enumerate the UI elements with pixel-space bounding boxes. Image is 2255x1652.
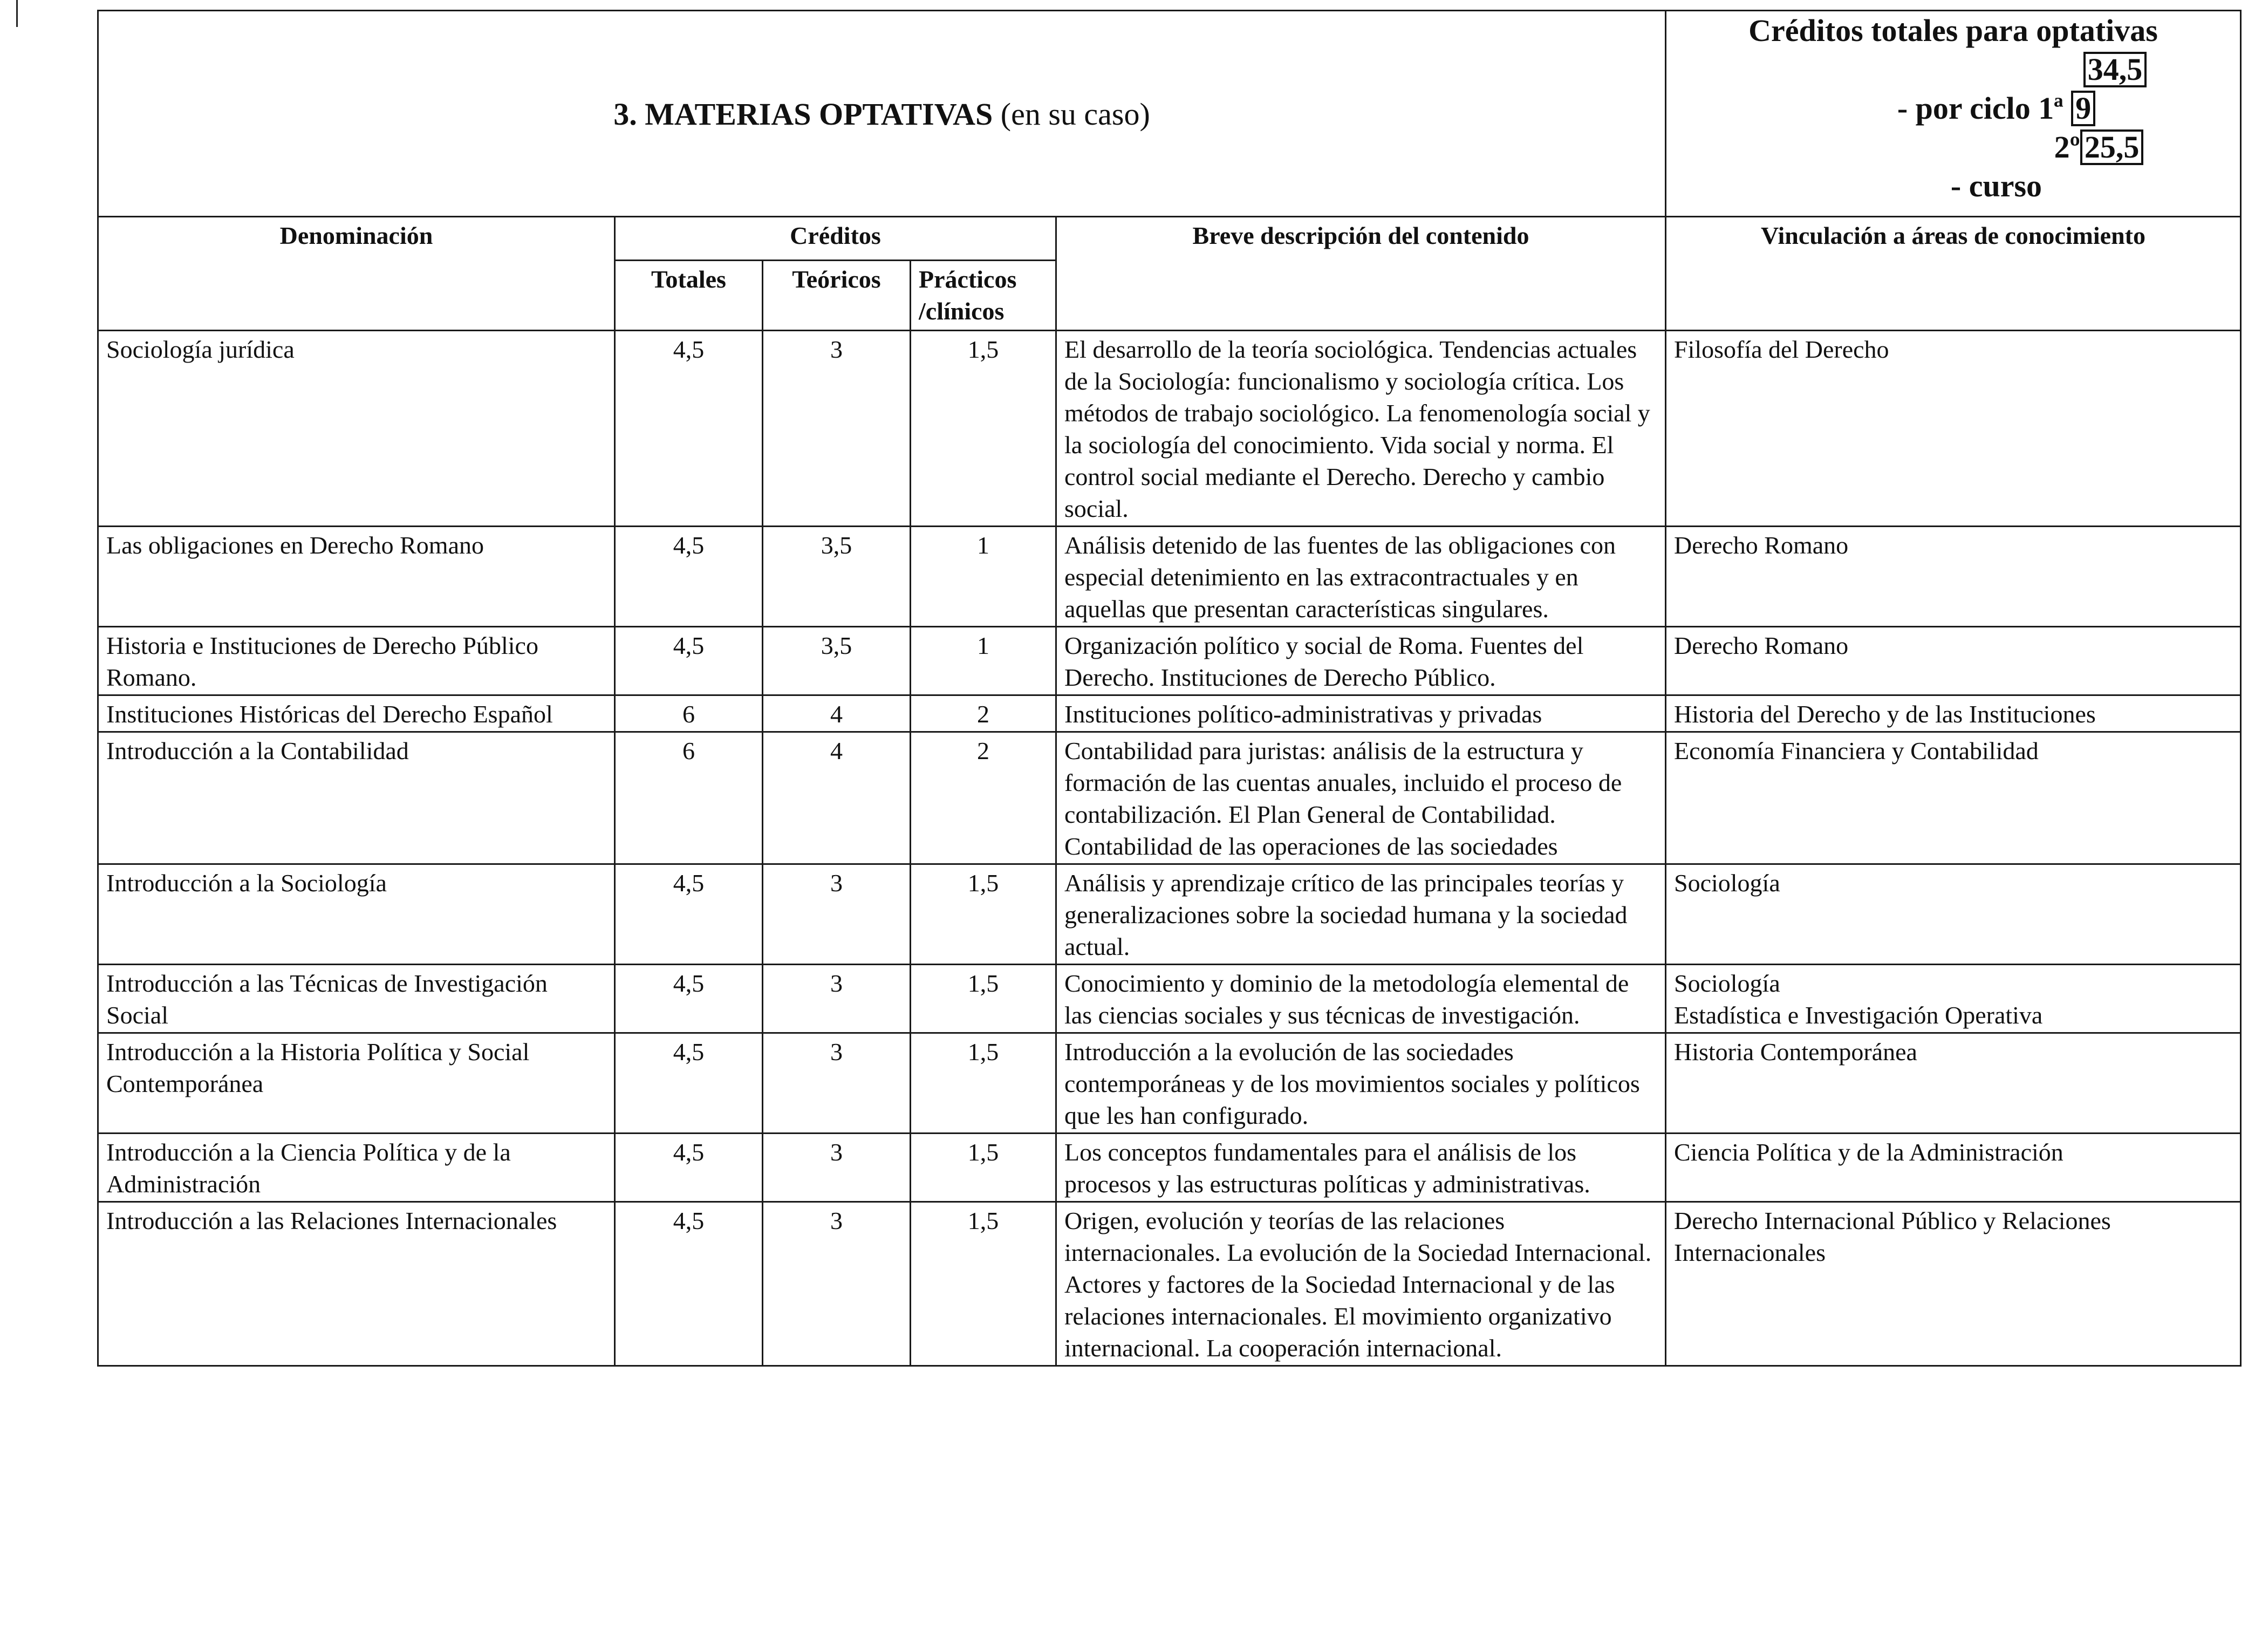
subject-name-text: Las obligaciones en Derecho Romano [106, 531, 484, 559]
credits-practicos-text: 1 [977, 531, 989, 559]
ciclo2-label: 2º [2054, 129, 2080, 165]
credits-teoricos [763, 1033, 911, 1134]
content-description [1056, 864, 1666, 965]
credits-practicos [911, 695, 1056, 732]
content-description [1056, 732, 1666, 864]
col-totales: Totales [615, 261, 763, 331]
content-description-text: Instituciones político-administrativas y privadas [1064, 700, 1542, 728]
knowledge-area-text: Ciencia Política y de la Administración [1674, 1138, 2063, 1166]
col-denominacion: Denominación [98, 217, 615, 331]
credits-totals-box [1666, 11, 2241, 217]
ciclo-label: - por ciclo [1897, 91, 2031, 126]
credits-totales-text: 4,5 [673, 970, 705, 997]
subject-name [98, 1033, 615, 1134]
credits-totales [615, 627, 763, 695]
credits-teoricos-text: 4 [830, 700, 843, 728]
credits-practicos [911, 965, 1056, 1033]
knowledge-area [1666, 864, 2241, 965]
table-row [98, 732, 2241, 864]
credits-totales [615, 965, 763, 1033]
credits-totales-text: 4,5 [673, 336, 705, 363]
col-practicos: Prácticos /clínicos [911, 261, 1056, 331]
knowledge-area-secondary-text: Estadística e Investigación Operativa [1674, 1001, 2043, 1029]
credits-totales [615, 331, 763, 527]
subject-name [98, 527, 615, 627]
subject-name [98, 732, 615, 864]
subject-name [98, 1202, 615, 1366]
content-description-text: Análisis detenido de las fuentes de las obligaciones con especial detenimiento en las extracontractuales y en aquellas que presentan características singulares. [1064, 531, 1616, 623]
knowledge-area-text: Derecho Romano [1674, 531, 1849, 559]
content-description-text: Introducción a la evolución de las sociedades contemporáneas y de los movimientos sociales y políticos que les han configurado. [1064, 1038, 1640, 1129]
credits-teoricos-text: 3,5 [821, 531, 852, 559]
credits-teoricos-text: 4 [830, 737, 843, 764]
credits-totales [615, 864, 763, 965]
credits-teoricos [763, 527, 911, 627]
subject-name [98, 331, 615, 527]
credits-totales [615, 1033, 763, 1134]
credits-teoricos-text: 3 [830, 869, 843, 897]
knowledge-area [1666, 1202, 2241, 1366]
credits-totales [615, 732, 763, 864]
credits-teoricos-text: 3 [830, 336, 843, 363]
content-description [1056, 695, 1666, 732]
table-row [98, 1033, 2241, 1134]
credits-totales [615, 527, 763, 627]
table-row [98, 527, 2241, 627]
credits-totales-text: 4,5 [673, 869, 705, 897]
credits-totales-text: 4,5 [673, 1038, 705, 1066]
credits-totales [615, 1134, 763, 1202]
section-title-paren: (en su caso) [1000, 97, 1150, 132]
credits-totales-text: 6 [682, 737, 695, 764]
credits-totales-text: 4,5 [673, 632, 705, 659]
table-body [98, 331, 2241, 1366]
table-row [98, 331, 2241, 527]
content-description [1056, 627, 1666, 695]
knowledge-area-text: Derecho Internacional Público y Relaciones Internacionales [1674, 1207, 2111, 1266]
credits-totales-text: 4,5 [673, 1207, 705, 1234]
content-description-text: Contabilidad para juristas: análisis de la estructura y formación de las cuentas anuales, incluido el proceso de contabilización. El Plan General de Contabilidad. Contabilidad de las operaciones de las sociedades [1064, 737, 1622, 860]
table-row [98, 1134, 2241, 1202]
credits-practicos [911, 1134, 1056, 1202]
ciclo1-value: 9 [2071, 91, 2095, 126]
credits-teoricos [763, 1202, 911, 1366]
subject-name [98, 1134, 615, 1202]
content-description-text: Conocimiento y dominio de la metodología elemental de las ciencias sociales y sus técnicas de investigación. [1064, 970, 1629, 1029]
credits-totales-text: 4,5 [673, 1138, 705, 1166]
content-description [1056, 1202, 1666, 1366]
table-row [98, 1202, 2241, 1366]
credits-practicos [911, 732, 1056, 864]
subject-name [98, 695, 615, 732]
knowledge-area [1666, 331, 2241, 527]
subject-name-text: Introducción a la Contabilidad [106, 737, 409, 764]
content-description [1056, 965, 1666, 1033]
col-teoricos: Teóricos [763, 261, 911, 331]
title-row [98, 11, 2241, 217]
knowledge-area [1666, 1033, 2241, 1134]
subject-name [98, 864, 615, 965]
ciclo2-value: 25,5 [2080, 129, 2144, 165]
content-description [1056, 1134, 1666, 1202]
credits-practicos-text: 2 [977, 700, 989, 728]
credits-teoricos [763, 864, 911, 965]
knowledge-area [1666, 965, 2241, 1033]
credits-practicos [911, 331, 1056, 527]
section-title [98, 11, 1666, 217]
subject-name-text: Historia e Instituciones de Derecho Público Romano. [106, 632, 538, 691]
credits-practicos [911, 1202, 1056, 1366]
content-description-text: Los conceptos fundamentales para el análisis de los procesos y las estructuras políticas y administrativas. [1064, 1138, 1590, 1198]
subject-name-text: Instituciones Históricas del Derecho Español [106, 700, 553, 728]
knowledge-area-text: Filosofía del Derecho [1674, 336, 1889, 363]
credits-totals-value: 34,5 [2083, 52, 2147, 87]
credits-teoricos [763, 627, 911, 695]
col-creditos: Créditos [615, 217, 1056, 261]
optativas-table [97, 10, 2242, 1367]
knowledge-area [1666, 695, 2241, 732]
knowledge-area-text: Derecho Romano [1674, 632, 1849, 659]
subject-name-text: Introducción a las Técnicas de Investigación Social [106, 970, 548, 1029]
col-vinculacion: Vinculación a áreas de conocimiento [1666, 217, 2241, 331]
credits-teoricos-text: 3 [830, 970, 843, 997]
table-row [98, 864, 2241, 965]
content-description-text: Análisis y aprendizaje crítico de las principales teorías y generalizaciones sobre la sociedad humana y la sociedad actual. [1064, 869, 1628, 960]
ciclo1-label: 1ª [2038, 91, 2063, 126]
credits-teoricos [763, 732, 911, 864]
knowledge-area [1666, 732, 2241, 864]
knowledge-area-text: Sociología [1674, 970, 1780, 997]
table-row [98, 695, 2241, 732]
knowledge-area-text: Economía Financiera y Contabilidad [1674, 737, 2039, 764]
table-row [98, 627, 2241, 695]
credits-practicos [911, 864, 1056, 965]
subject-name-text: Introducción a la Sociología [106, 869, 387, 897]
credits-practicos-text: 2 [977, 737, 989, 764]
section-title-main: 3. MATERIAS OPTATIVAS [613, 97, 993, 132]
subject-name [98, 627, 615, 695]
credits-totales-text: 4,5 [673, 531, 705, 559]
column-header-row [98, 217, 2241, 261]
credits-practicos [911, 527, 1056, 627]
credits-teoricos-text: 3,5 [821, 632, 852, 659]
subject-name-text: Introducción a la Historia Política y Social Contemporánea [106, 1038, 530, 1097]
credits-practicos-text: 1,5 [967, 970, 999, 997]
content-description [1056, 331, 1666, 527]
content-description-text: El desarrollo de la teoría sociológica. Tendencias actuales de la Sociología: funcionalismo y sociología crítica. Los métodos de trabajo sociológico. La fenomenología social y la sociología del conocimiento. Vida social y norma. El control social mediante el Derecho. Derecho y cambio social. [1064, 336, 1650, 522]
credits-practicos-text: 1,5 [967, 1138, 999, 1166]
knowledge-area-text: Sociología [1674, 869, 1780, 897]
subject-name [98, 965, 615, 1033]
col-descripcion: Breve descripción del contenido [1056, 217, 1666, 331]
content-description-text: Organización político y social de Roma. Fuentes del Derecho. Instituciones de Derecho Público. [1064, 632, 1584, 691]
credits-totales [615, 1202, 763, 1366]
credits-teoricos-text: 3 [830, 1038, 843, 1066]
content-description [1056, 1033, 1666, 1134]
curso-label: - curso [1950, 168, 2042, 203]
subject-name-text: Introducción a la Ciencia Política y de la Administración [106, 1138, 511, 1198]
credits-teoricos [763, 1134, 911, 1202]
credits-teoricos [763, 331, 911, 527]
knowledge-area-text: Historia Contemporánea [1674, 1038, 1917, 1066]
scan-mark [16, 0, 18, 27]
credits-practicos-text: 1,5 [967, 336, 999, 363]
credits-teoricos-text: 3 [830, 1138, 843, 1166]
knowledge-area [1666, 527, 2241, 627]
credits-practicos-text: 1,5 [967, 1207, 999, 1234]
knowledge-area [1666, 627, 2241, 695]
credits-totales-text: 6 [682, 700, 695, 728]
credits-practicos [911, 627, 1056, 695]
credits-teoricos [763, 695, 911, 732]
credits-teoricos-text: 3 [830, 1207, 843, 1234]
content-description [1056, 527, 1666, 627]
credits-practicos [911, 1033, 1056, 1134]
credits-practicos-text: 1,5 [967, 1038, 999, 1066]
knowledge-area-text: Historia del Derecho y de las Instituciones [1674, 700, 2096, 728]
content-description-text: Origen, evolución y teorías de las relaciones internacionales. La evolución de la Sociedad Internacional. Actores y factores de la Sociedad Internacional y de las relaciones internacionales. El movimiento organizativo internacional. La cooperación internacional. [1064, 1207, 1652, 1362]
credits-totals-title: Créditos totales para optativas [1748, 13, 2158, 48]
subject-name-text: Sociología jurídica [106, 336, 295, 363]
credits-teoricos [763, 965, 911, 1033]
credits-totales [615, 695, 763, 732]
credits-practicos-text: 1,5 [967, 869, 999, 897]
knowledge-area [1666, 1134, 2241, 1202]
credits-practicos-text: 1 [977, 632, 989, 659]
table-row [98, 965, 2241, 1033]
subject-name-text: Introducción a las Relaciones Internacionales [106, 1207, 557, 1234]
